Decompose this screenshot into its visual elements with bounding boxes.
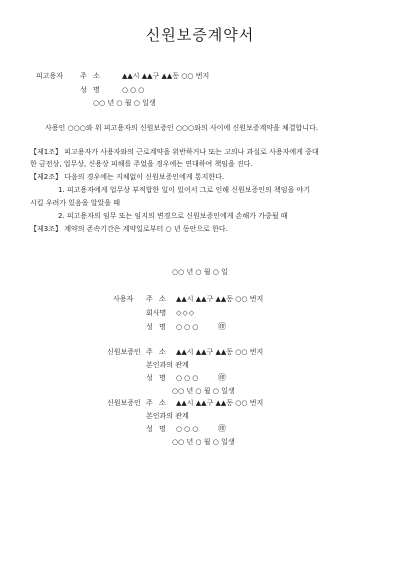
- guarantor-1-name-label: 성 명: [146, 374, 166, 382]
- guarantor-2-label: 신원보증인: [107, 399, 141, 407]
- employee-label: 피고용자: [36, 72, 64, 80]
- employee-birth: ○○ 년 ○ 월 ○ 일생: [93, 99, 156, 107]
- clause-2-item-2: 2. 피고용자의 임무 또는 임지의 변경으로 신원보증인에게 손해가 가중될 때: [58, 212, 288, 220]
- guarantor-2-seal-mark: ㊞: [218, 424, 226, 433]
- employer-seal-mark: ㊞: [218, 322, 226, 331]
- clause-2: 【제2조】 다음의 경우에는 지체없이 신원보증인에게 통지한다.: [30, 173, 225, 181]
- guarantor-1-name-value: ○○○: [176, 374, 201, 382]
- document-title: 신원보증계약서: [145, 26, 255, 44]
- employer-company-label: 회사명: [146, 309, 167, 317]
- guarantor-2-name-value: ○○○: [176, 425, 201, 433]
- guarantor-2-address-label: 주 소: [146, 399, 166, 407]
- employer-name-label: 성 명: [146, 323, 166, 331]
- guarantor-1-label: 신원보증인: [107, 348, 141, 356]
- guarantor-1-seal-mark: ㊞: [218, 373, 226, 382]
- guarantor-2-birth: ○○ 년 ○ 월 ○ 일생: [172, 438, 235, 446]
- guarantor-2-address-value: ▲▲시 ▲▲구 ▲▲동 ○○ 번지: [176, 399, 264, 407]
- employee-name-label: 성 명: [80, 86, 100, 94]
- clause-1-line-1: 【제1조】 피고용자가 사용자와의 근로계약을 위반하거나 또는 고의나 과실로 사용자에게 중대: [30, 148, 319, 156]
- guarantor-1-address-label: 주 소: [146, 348, 166, 356]
- employee-name-value: ○○○: [122, 86, 147, 94]
- clause-1-line-2: 한 금전상, 업무상, 신용상 피해를 주었을 경우에는 연대하여 책임을 진다.: [30, 160, 253, 168]
- guarantor-2-relation-label: 본인과의 관계: [146, 412, 189, 420]
- employer-address-label: 주 소: [146, 295, 166, 303]
- employer-company-value: ◇◇◇: [176, 309, 196, 317]
- employee-address-label: 주 소: [80, 72, 100, 80]
- guarantor-2-name-label: 성 명: [146, 425, 166, 433]
- employee-address-value: ▲▲시 ▲▲구 ▲▲동 ○○ 번지: [122, 72, 210, 80]
- clause-2-item-1-line-1: 1. 피고용자에게 업무상 부적합한 일이 있어서 그로 인해 신원보증인의 책임을 야기: [58, 186, 311, 194]
- clause-3: 【제3조】 계약의 존속기간은 계약일로부터 ○ 년 동안으로 한다.: [30, 225, 228, 233]
- guarantor-1-relation-label: 본인과의 관계: [146, 361, 189, 369]
- guarantor-1-birth: ○○ 년 ○ 월 ○ 일생: [172, 387, 235, 395]
- intro-paragraph: 사용인 ○○○와 위 피고용자의 신원보증인 ○○○와의 사이에 신원보증계약을 체결합니다.: [45, 124, 319, 132]
- employer-name-value: ○○○: [176, 323, 201, 331]
- employer-address-value: ▲▲시 ▲▲구 ▲▲동 ○○ 번지: [176, 295, 264, 303]
- employer-label: 사용자: [113, 295, 134, 303]
- clause-2-item-1-line-2: 시킬 우려가 있음을 알았을 때: [30, 199, 121, 207]
- guarantor-1-address-value: ▲▲시 ▲▲구 ▲▲동 ○○ 번지: [176, 348, 264, 356]
- contract-date: ○○ 년 ○ 월 ○ 일: [172, 268, 228, 276]
